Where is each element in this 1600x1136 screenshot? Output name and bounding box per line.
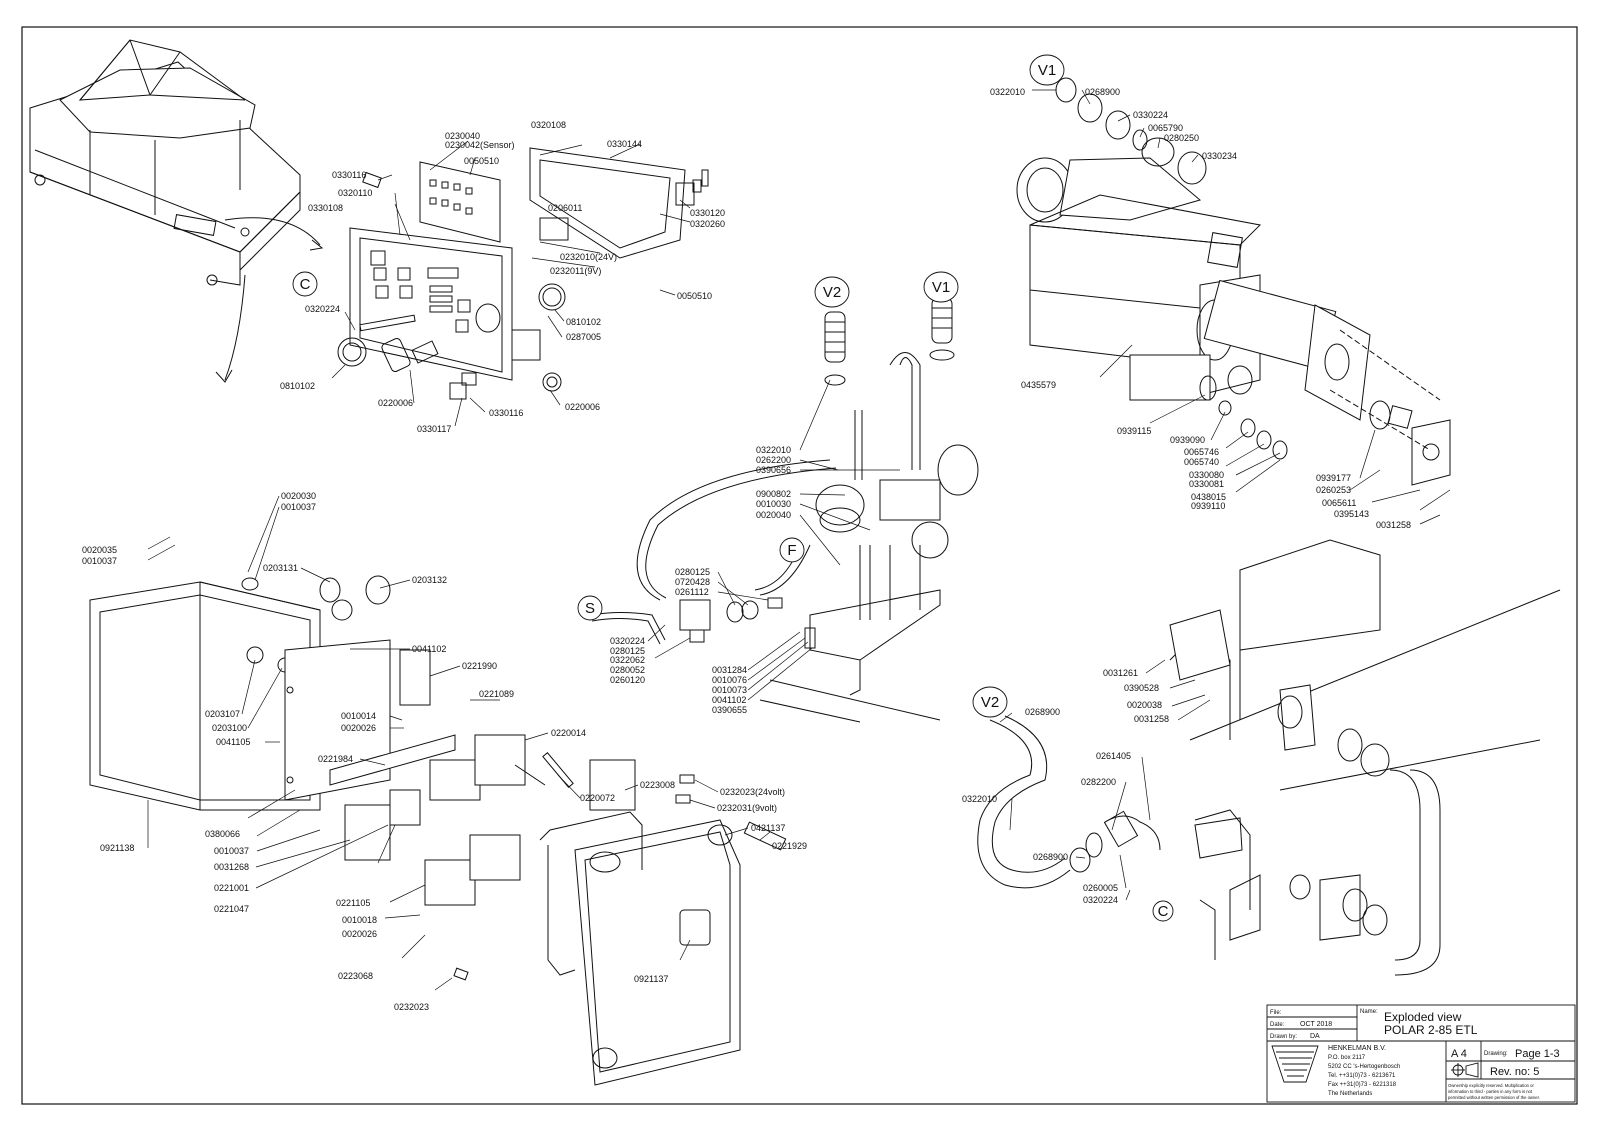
part-label: 0322010: [962, 794, 998, 804]
copyright-line-1: Ownership explicitly reserved. Multiplication or: [1448, 1083, 1534, 1088]
part-label: 0031258: [1376, 520, 1412, 530]
paper-size: A 4: [1451, 1048, 1467, 1060]
marker-v2-1-label: V2: [822, 284, 842, 301]
part-label: 0065746: [1184, 447, 1220, 457]
part-label: 0260005: [1083, 883, 1119, 893]
part-label: 0261405: [1096, 751, 1132, 761]
part-label: 0221984: [318, 754, 354, 764]
part-label: 0320110: [338, 188, 373, 198]
part-label: 0232011(9V): [550, 266, 602, 276]
part-label: 0320224: [305, 304, 341, 314]
part-label: 0262200: [756, 455, 792, 465]
part-label: 0203107: [205, 709, 241, 719]
part-label: 0280052: [610, 665, 646, 675]
marker-v1-2-label: V1: [931, 279, 951, 296]
part-label: 0939110: [1191, 501, 1226, 511]
marker-v2-2-label: V2: [980, 694, 1000, 711]
part-label: 0223008: [640, 780, 676, 790]
part-label: 0330108: [308, 203, 344, 213]
part-label: 0232023: [394, 1002, 430, 1012]
part-label: 0380066: [205, 829, 241, 839]
company-fax: Fax ++31(0)73 - 6221318: [1328, 1082, 1397, 1088]
part-label: 0065740: [1184, 457, 1220, 467]
revision-number: Rev. no: 5: [1490, 1066, 1540, 1078]
part-label: 0900802: [756, 489, 792, 499]
part-label: 0330224: [1133, 110, 1169, 120]
part-label: 0010018: [342, 915, 378, 925]
part-label: 0050510: [464, 156, 500, 166]
part-label: 0221089: [479, 689, 515, 699]
drawing-name-line-2: POLAR 2-85 ETL: [1384, 1023, 1478, 1037]
part-label: 0939177: [1316, 473, 1352, 483]
date-value: OCT 2018: [1300, 1021, 1333, 1028]
part-label: 0031258: [1134, 714, 1170, 724]
part-label: 0390528: [1124, 683, 1160, 693]
copyright-line-2: information to third - parties in any form is not: [1448, 1089, 1533, 1094]
company-name: HENKELMAN B.V.: [1328, 1045, 1387, 1052]
part-label: 0280125: [610, 646, 646, 656]
part-label: 0320108: [531, 120, 567, 130]
part-label: 0320224: [610, 636, 646, 646]
part-label: 0810102: [566, 317, 602, 327]
part-label: 0268900: [1085, 87, 1121, 97]
part-label: 0221001: [214, 883, 250, 893]
part-label: 0041105: [216, 737, 251, 747]
name-label: Name:: [1360, 1009, 1378, 1015]
part-label: 0220014: [551, 728, 587, 738]
part-label: 0322010: [756, 445, 792, 455]
part-label: 0232010(24V): [560, 252, 618, 262]
part-label: 0065611: [1322, 498, 1357, 508]
part-label: 0203132: [412, 575, 448, 585]
part-label: 0438015: [1191, 492, 1227, 502]
part-label: 0390655: [712, 705, 748, 715]
marker-c-2-label: C: [1157, 903, 1169, 920]
part-label: 0010037: [281, 502, 317, 512]
part-label: 0031284: [712, 665, 748, 675]
part-label: 0921137: [634, 974, 669, 984]
part-label: 0330120: [690, 208, 726, 218]
part-label: 0050510: [677, 291, 713, 301]
part-label: 0230042(Sensor): [445, 140, 515, 150]
part-label: 0921138: [100, 843, 135, 853]
part-label: 0330080: [1189, 470, 1225, 480]
part-label: 0939115: [1117, 426, 1152, 436]
part-label: 0010073: [712, 685, 748, 695]
copyright-line-3: permitted without written permission of the owner.: [1448, 1095, 1540, 1100]
drawing-label: Drawing:: [1484, 1051, 1508, 1057]
part-label: 0320224: [1083, 895, 1119, 905]
part-label: 0041102: [412, 644, 447, 654]
part-label: 0031268: [214, 862, 250, 872]
drawing-name-line-1: Exploded view: [1384, 1010, 1462, 1024]
drawn-by-label: Drawn by:: [1270, 1034, 1298, 1040]
part-label: 0020040: [756, 510, 792, 520]
part-label: 0041102: [712, 695, 747, 705]
marker-v1-1-label: V1: [1037, 62, 1057, 79]
part-label: 0330117: [417, 424, 452, 434]
part-label: 0720428: [675, 577, 711, 587]
marker-c-1-label: C: [299, 276, 311, 293]
part-label: 0065790: [1148, 123, 1184, 133]
part-label: 0010037: [82, 556, 118, 566]
part-label: 0220006: [378, 398, 414, 408]
company-address-1: P.O. box 2117: [1328, 1055, 1366, 1061]
part-label: 0010076: [712, 675, 748, 685]
part-label: 0330116: [332, 170, 367, 180]
part-label: 0020026: [341, 723, 377, 733]
part-label: 0031261: [1103, 668, 1139, 678]
part-label: 0020038: [1127, 700, 1163, 710]
part-label: 0322010: [990, 87, 1026, 97]
part-label: 0261112: [675, 587, 709, 597]
part-label: 0010037: [214, 846, 250, 856]
part-label: 0280125: [675, 567, 711, 577]
part-label: 0390656: [756, 465, 792, 475]
part-label: 0230040: [445, 131, 481, 141]
part-label: 0330234: [1202, 151, 1238, 161]
part-label: 0203100: [212, 723, 248, 733]
part-label: 0010014: [341, 711, 377, 721]
part-label: 0330116: [489, 408, 524, 418]
part-label: 0232031(9volt): [717, 803, 778, 813]
marker-f-label: F: [787, 542, 797, 559]
part-label: 0020026: [342, 929, 378, 939]
part-label: 0221929: [772, 841, 808, 851]
part-label: 0206011: [548, 203, 583, 213]
company-country: The Netherlands: [1328, 1091, 1373, 1097]
drawing-page: Page 1-3: [1515, 1048, 1560, 1060]
part-label: 0287005: [566, 332, 602, 342]
part-label: 0421137: [751, 823, 786, 833]
part-label: 0221990: [462, 661, 498, 671]
drawn-by-value: DA: [1310, 1033, 1320, 1040]
part-label: 0232023(24volt): [720, 787, 786, 797]
part-label: 0203131: [263, 563, 299, 573]
part-label: 0260120: [610, 675, 646, 685]
part-label: 0280250: [1164, 133, 1200, 143]
part-label: 0320260: [690, 219, 726, 229]
company-address-2: 5202 CC 's-Hertogenbosch: [1328, 1064, 1401, 1070]
part-label: 0268900: [1025, 707, 1061, 717]
company-phone: Tel. ++31(0)73 - 6213671: [1328, 1073, 1396, 1079]
part-label: 0260253: [1316, 485, 1352, 495]
part-label: 0010030: [756, 499, 792, 509]
part-label: 0810102: [280, 381, 316, 391]
part-label: 0221105: [336, 898, 371, 908]
part-label: 0330144: [607, 139, 643, 149]
part-label: 0330081: [1189, 479, 1225, 489]
marker-s-label: S: [584, 600, 596, 617]
part-label: 0223068: [338, 971, 374, 981]
part-label: 0221047: [214, 904, 250, 914]
file-label: File:: [1270, 1010, 1282, 1016]
part-label: 0322062: [610, 655, 646, 665]
part-label: 0282200: [1081, 777, 1117, 787]
part-label: 0939090: [1170, 435, 1206, 445]
part-label: 0435579: [1021, 380, 1057, 390]
part-label: 0268900: [1033, 852, 1069, 862]
part-label: 0220072: [580, 793, 616, 803]
date-label: Date:: [1270, 1022, 1285, 1028]
part-label: 0020035: [82, 545, 118, 555]
part-label: 0020030: [281, 491, 317, 501]
part-label: 0220006: [565, 402, 601, 412]
part-label: 0395143: [1334, 509, 1370, 519]
